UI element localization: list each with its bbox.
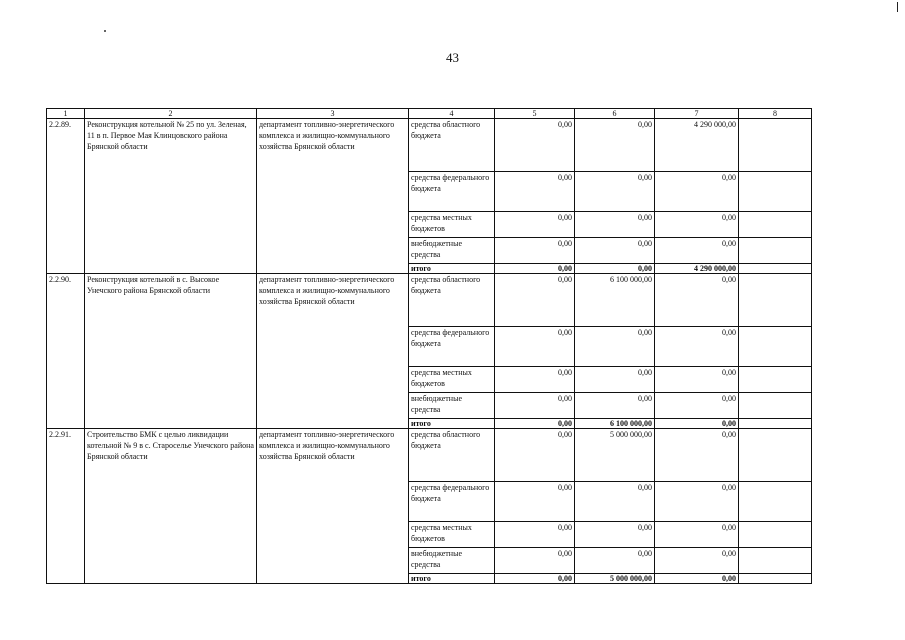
value-col-7: 0,00 <box>655 238 739 264</box>
total-col-8 <box>739 264 812 274</box>
total-col-5: 0,00 <box>495 419 575 429</box>
scan-speck <box>104 30 106 32</box>
item-code-cont <box>47 327 85 367</box>
header-col-7: 7 <box>655 109 739 119</box>
item-code-cont <box>47 548 85 574</box>
value-col-8 <box>739 119 812 172</box>
value-col-6: 0,00 <box>575 393 655 419</box>
total-col-5: 0,00 <box>495 264 575 274</box>
item-name-cont <box>85 327 257 367</box>
funding-source: средства областного бюджета <box>409 429 495 482</box>
total-col-6: 6 100 000,00 <box>575 419 655 429</box>
header-col-1: 1 <box>47 109 85 119</box>
header-row <box>47 109 812 119</box>
value-col-7: 0,00 <box>655 482 739 522</box>
table-header <box>47 109 812 119</box>
table-row <box>47 274 812 327</box>
value-col-6: 0,00 <box>575 367 655 393</box>
total-col-7: 0,00 <box>655 419 739 429</box>
value-col-5: 0,00 <box>495 548 575 574</box>
item-executor: департамент топливно-энергетического комплекса и жилищно-коммунального хозяйства Брянской области <box>257 119 409 172</box>
item-name-cont <box>85 419 257 429</box>
funding-source-total: итого <box>409 574 495 584</box>
value-col-7: 0,00 <box>655 429 739 482</box>
scan-edge-mark <box>897 2 898 12</box>
table-body <box>47 119 812 584</box>
value-col-6: 0,00 <box>575 522 655 548</box>
header-col-4: 4 <box>409 109 495 119</box>
table-row <box>47 429 812 482</box>
item-executor: департамент топливно-энергетического комплекса и жилищно-коммунального хозяйства Брянской области <box>257 274 409 327</box>
value-col-6: 0,00 <box>575 212 655 238</box>
value-col-8 <box>739 367 812 393</box>
value-col-6: 6 100 000,00 <box>575 274 655 327</box>
item-name-cont <box>85 367 257 393</box>
funding-source: средства федерального бюджета <box>409 172 495 212</box>
item-code-cont <box>47 419 85 429</box>
page-number: 43 <box>446 50 459 65</box>
item-code-cont <box>47 172 85 212</box>
value-col-6: 0,00 <box>575 548 655 574</box>
item-code-cont <box>47 482 85 522</box>
item-code: 2.2.90. <box>47 274 85 327</box>
value-col-7: 0,00 <box>655 274 739 327</box>
item-name-cont <box>85 172 257 212</box>
value-col-6: 0,00 <box>575 238 655 264</box>
header-col-6: 6 <box>575 109 655 119</box>
item-code-cont <box>47 264 85 274</box>
table-row <box>47 548 812 574</box>
value-col-8 <box>739 212 812 238</box>
funding-source: средства местных бюджетов <box>409 212 495 238</box>
budget-table <box>46 108 812 584</box>
value-col-5: 0,00 <box>495 367 575 393</box>
item-code: 2.2.89. <box>47 119 85 172</box>
value-col-7: 0,00 <box>655 327 739 367</box>
value-col-5: 0,00 <box>495 274 575 327</box>
item-name-cont <box>85 238 257 264</box>
header-col-8: 8 <box>739 109 812 119</box>
value-col-5: 0,00 <box>495 482 575 522</box>
item-name-cont <box>85 548 257 574</box>
table-row <box>47 212 812 238</box>
value-col-7: 0,00 <box>655 212 739 238</box>
item-executor-cont <box>257 574 409 584</box>
table-row <box>47 522 812 548</box>
value-col-6: 0,00 <box>575 482 655 522</box>
funding-source: средства областного бюджета <box>409 119 495 172</box>
value-col-8 <box>739 548 812 574</box>
value-col-7: 4 290 000,00 <box>655 119 739 172</box>
item-code-cont <box>47 393 85 419</box>
item-name: Реконструкция котельной № 25 по ул. Зеленая, 11 в п. Первое Мая Клинцовского района Брянской области <box>85 119 257 172</box>
value-col-6: 0,00 <box>575 119 655 172</box>
item-executor-cont <box>257 419 409 429</box>
total-col-8 <box>739 574 812 584</box>
value-col-7: 0,00 <box>655 522 739 548</box>
item-name-cont <box>85 264 257 274</box>
item-name-cont <box>85 482 257 522</box>
value-col-7: 0,00 <box>655 172 739 212</box>
table-row <box>47 482 812 522</box>
funding-source: внебюджетные средства <box>409 393 495 419</box>
header-col-2: 2 <box>85 109 257 119</box>
item-name-cont <box>85 574 257 584</box>
funding-source-total: итого <box>409 264 495 274</box>
funding-source: внебюджетные средства <box>409 238 495 264</box>
value-col-8 <box>739 327 812 367</box>
total-col-6: 0,00 <box>575 264 655 274</box>
value-col-5: 0,00 <box>495 393 575 419</box>
item-code-cont <box>47 574 85 584</box>
value-col-7: 0,00 <box>655 393 739 419</box>
table-row <box>47 393 812 419</box>
item-executor-cont <box>257 212 409 238</box>
total-row <box>47 419 812 429</box>
total-row <box>47 264 812 274</box>
item-executor-cont <box>257 327 409 367</box>
item-executor-cont <box>257 393 409 419</box>
total-col-6: 5 000 000,00 <box>575 574 655 584</box>
value-col-5: 0,00 <box>495 172 575 212</box>
value-col-6: 0,00 <box>575 172 655 212</box>
value-col-7: 0,00 <box>655 548 739 574</box>
value-col-8 <box>739 482 812 522</box>
item-name: Реконструкция котельной в с. Высокое Унечского района Брянской области <box>85 274 257 327</box>
item-executor-cont <box>257 264 409 274</box>
item-code: 2.2.91. <box>47 429 85 482</box>
item-name-cont <box>85 393 257 419</box>
value-col-8 <box>739 172 812 212</box>
table-row <box>47 367 812 393</box>
item-code-cont <box>47 367 85 393</box>
value-col-5: 0,00 <box>495 327 575 367</box>
value-col-8 <box>739 393 812 419</box>
total-col-8 <box>739 419 812 429</box>
funding-source: средства федерального бюджета <box>409 482 495 522</box>
item-name: Строительство БМК с целью ликвидации котельной № 9 в с. Староселье Унечского района Брянской области <box>85 429 257 482</box>
value-col-8 <box>739 238 812 264</box>
value-col-5: 0,00 <box>495 429 575 482</box>
value-col-5: 0,00 <box>495 238 575 264</box>
funding-source: средства местных бюджетов <box>409 522 495 548</box>
item-executor-cont <box>257 482 409 522</box>
item-executor-cont <box>257 522 409 548</box>
item-code-cont <box>47 522 85 548</box>
table-row <box>47 172 812 212</box>
item-executor-cont <box>257 238 409 264</box>
value-col-7: 0,00 <box>655 367 739 393</box>
table-row <box>47 238 812 264</box>
value-col-8 <box>739 522 812 548</box>
item-name-cont <box>85 212 257 238</box>
item-code-cont <box>47 212 85 238</box>
table-row <box>47 327 812 367</box>
item-executor: департамент топливно-энергетического комплекса и жилищно-коммунального хозяйства Брянской области <box>257 429 409 482</box>
item-executor-cont <box>257 172 409 212</box>
total-col-7: 4 290 000,00 <box>655 264 739 274</box>
value-col-8 <box>739 274 812 327</box>
total-row <box>47 574 812 584</box>
table-row <box>47 119 812 172</box>
item-executor-cont <box>257 367 409 393</box>
value-col-5: 0,00 <box>495 212 575 238</box>
item-code-cont <box>47 238 85 264</box>
total-col-5: 0,00 <box>495 574 575 584</box>
item-name-cont <box>85 522 257 548</box>
item-executor-cont <box>257 548 409 574</box>
header-col-3: 3 <box>257 109 409 119</box>
value-col-6: 5 000 000,00 <box>575 429 655 482</box>
funding-source: внебюджетные средства <box>409 548 495 574</box>
funding-source: средства федерального бюджета <box>409 327 495 367</box>
value-col-6: 0,00 <box>575 327 655 367</box>
value-col-5: 0,00 <box>495 522 575 548</box>
value-col-5: 0,00 <box>495 119 575 172</box>
header-col-5: 5 <box>495 109 575 119</box>
funding-source-total: итого <box>409 419 495 429</box>
value-col-8 <box>739 429 812 482</box>
total-col-7: 0,00 <box>655 574 739 584</box>
funding-source: средства областного бюджета <box>409 274 495 327</box>
funding-source: средства местных бюджетов <box>409 367 495 393</box>
